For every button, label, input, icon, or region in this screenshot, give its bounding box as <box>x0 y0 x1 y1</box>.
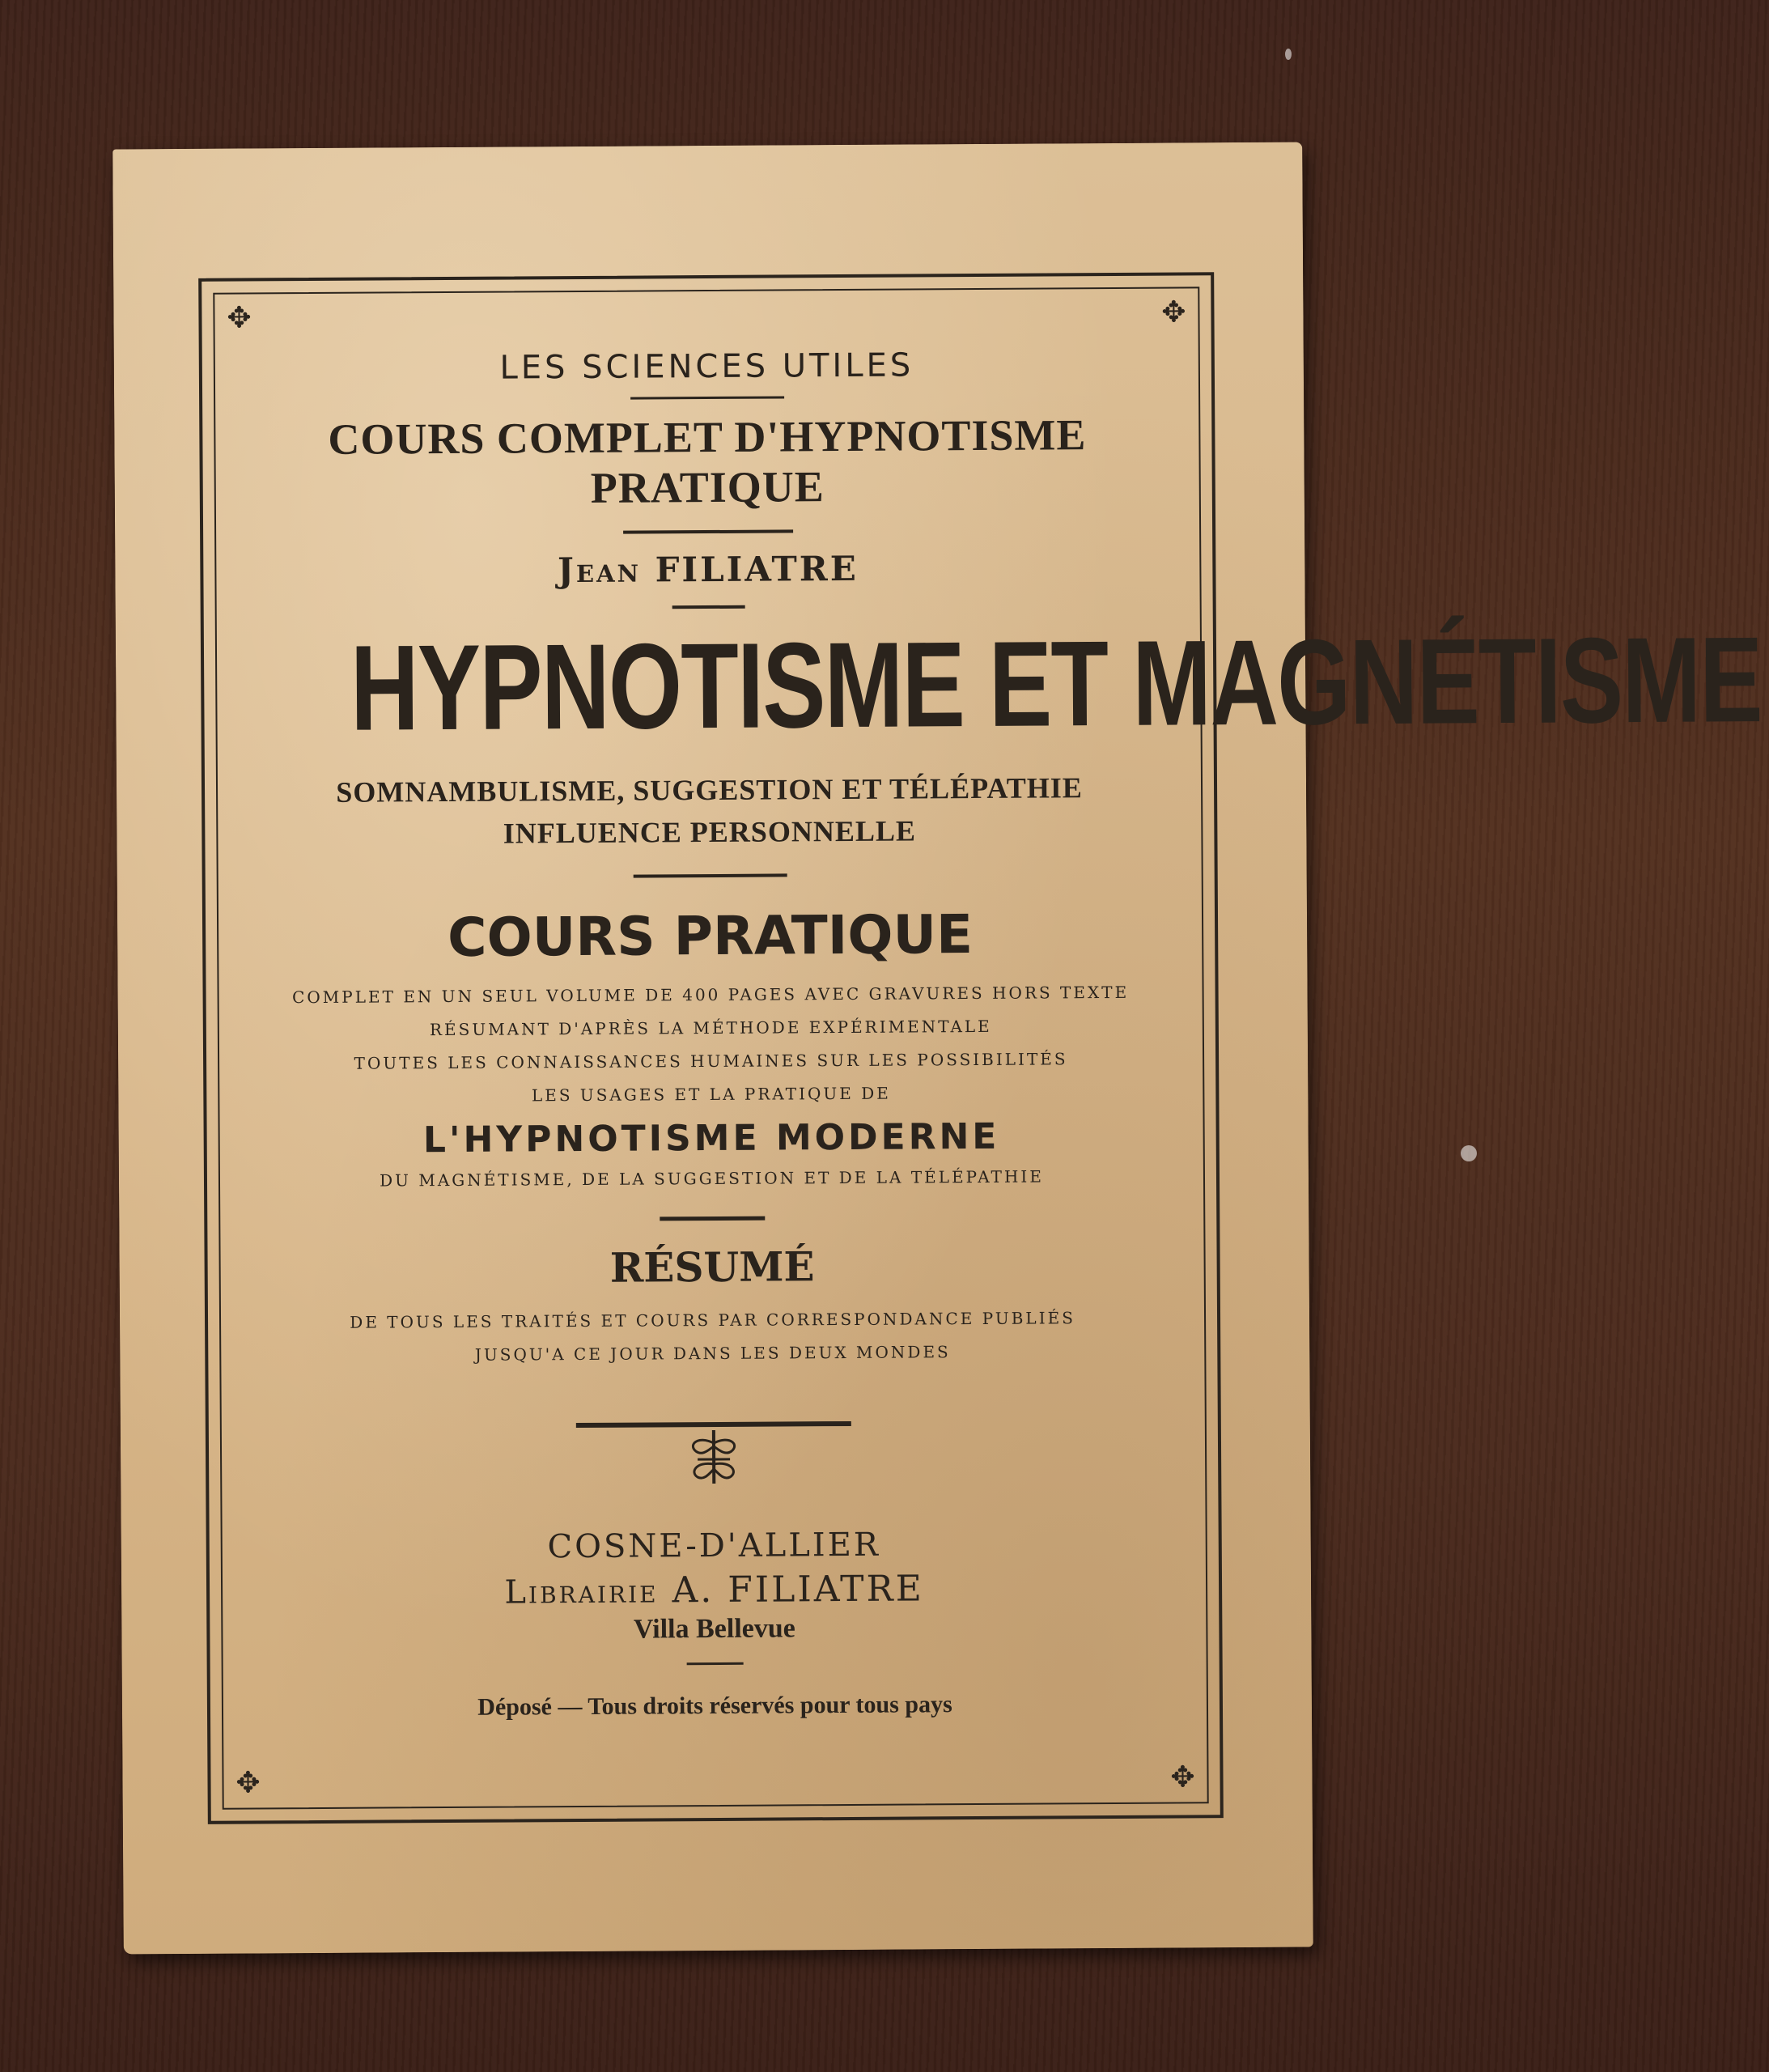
description-line: TOUTES LES CONNAISSANCES HUMAINES SUR LES POSSIBILITÉS <box>354 1049 1068 1073</box>
resume-block <box>253 1301 1172 1374</box>
corner-ornament-icon: ✥ <box>235 1766 261 1800</box>
main-title: HYPNOTISME ET MAGNÉTISME <box>350 611 1763 756</box>
corner-ornament-icon: ✥ <box>227 301 252 335</box>
series-title: LES SCIENCES UTILES <box>499 346 914 387</box>
modern-hypnotism-subline: DU MAGNÉTISME, DE LA SUGGESTION ET DE LA TÉLÉPATHIE <box>380 1166 1044 1191</box>
divider <box>623 529 793 533</box>
description-line: RÉSUMANT D'APRÈS LA MÉTHODE EXPÉRIMENTALE <box>429 1016 992 1040</box>
author-last-name: FILIATRE <box>655 548 859 590</box>
resume-line: DE TOUS LES TRAITÉS ET COURS PAR CORRESPONDANCE PUBLIÉS <box>350 1308 1075 1332</box>
divider <box>672 605 745 609</box>
subtitle-line-1: SOMNAMBULISME, SUGGESTION ET TÉLÉPATHIE <box>336 771 1083 809</box>
inner-border-frame <box>213 287 1763 1809</box>
author-first-name: Jean <box>557 550 642 591</box>
publisher-address: Villa Bellevue <box>633 1613 795 1645</box>
description-block <box>251 976 1170 1115</box>
cover-text-block <box>248 321 1763 1723</box>
course-title: COURS COMPLET D'HYPNOTISME PRATIQUE <box>328 410 1087 512</box>
divider <box>633 873 787 877</box>
resume-heading: RÉSUMÉ <box>609 1242 815 1292</box>
subtitle-line-2: INFLUENCE PERSONNELLE <box>503 814 917 850</box>
description-line: LES USAGES ET LA PRATIQUE DE <box>531 1083 891 1106</box>
outer-border-frame <box>198 272 1763 1824</box>
publisher-name: A. FILIATRE <box>672 1568 924 1611</box>
author <box>248 547 1167 592</box>
divider <box>630 396 784 399</box>
table-light-spot <box>1461 1145 1477 1161</box>
table-light-spot <box>1285 49 1292 60</box>
divider <box>660 1216 765 1221</box>
rights-notice: Déposé — Tous droits réservés pour tous pays <box>477 1691 952 1721</box>
modern-hypnotism-heading: L'HYPNOTISME MODERNE <box>422 1115 1000 1161</box>
resume-line: JUSQU'A CE JOUR DANS LES DEUX MONDES <box>474 1342 951 1365</box>
corner-ornament-icon: ✥ <box>1170 1760 1195 1794</box>
publisher <box>255 1567 1173 1614</box>
section-heading: COURS PRATIQUE <box>447 903 974 969</box>
fleuron-ornament-icon <box>575 1418 851 1492</box>
divider <box>686 1662 743 1665</box>
publisher-prefix: Librairie <box>504 1573 659 1611</box>
book-cover <box>112 142 1763 1955</box>
corner-ornament-icon: ✥ <box>1161 295 1186 329</box>
publisher-city: COSNE-D'ALLIER <box>547 1526 881 1566</box>
description-line: COMPLET EN UN SEUL VOLUME DE 400 PAGES AVEC GRAVURES HORS TEXTE <box>291 982 1130 1008</box>
